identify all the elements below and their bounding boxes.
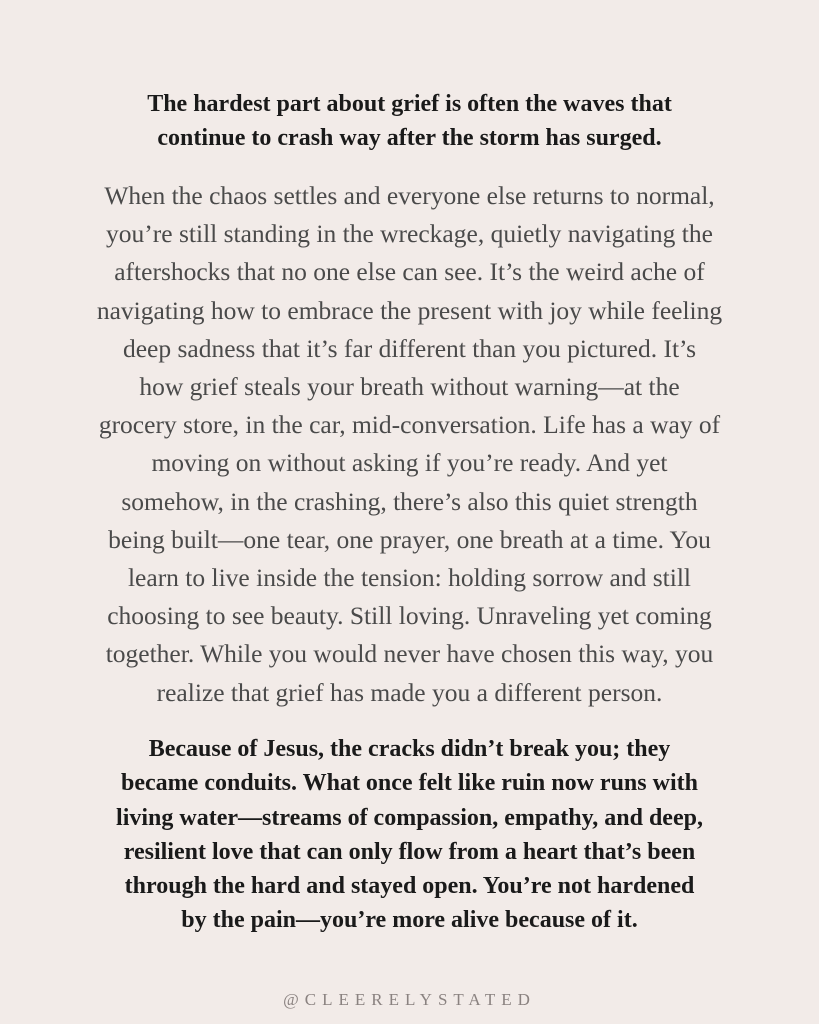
closing-line: by the pain—you’re more alive because of it.	[181, 907, 638, 934]
closing-line: became conduits. What once felt like ruin now runs with	[121, 770, 698, 797]
closing-line: through the hard and stayed open. You’re not hardened	[124, 873, 695, 900]
account-handle: @CLEERELYSTATED	[283, 990, 536, 1009]
closing-paragraph	[0, 732, 819, 938]
body-line: together. While you would never have chosen this way, you	[105, 639, 714, 669]
body-line: somehow, in the crashing, there’s also this quiet strength	[121, 486, 698, 516]
body-line: realize that grief has made you a different person.	[156, 677, 663, 707]
body-line: navigating how to embrace the present with joy while feeling	[96, 295, 723, 325]
body-line: being built—one tear, one prayer, one breath at a time. You	[108, 524, 711, 554]
closing-line: living water—streams of compassion, empathy, and deep,	[116, 804, 703, 831]
body-line: choosing to see beauty. Still loving. Unraveling yet coming	[107, 601, 712, 631]
body-line: learn to live inside the tension: holding sorrow and still	[127, 563, 692, 593]
body-line: grocery store, in the car, mid-conversation. Life has a way of	[98, 410, 721, 440]
body-line: When the chaos settles and everyone else returns to normal,	[104, 181, 715, 210]
intro-line: continue to crash way after the storm has surged.	[157, 125, 662, 151]
body-line: how grief steals your breath without warning—at the	[139, 372, 680, 402]
closing-line: resilient love that can only flow from a heart that’s been	[123, 838, 696, 865]
closing-line: Because of Jesus, the cracks didn’t break you; they	[148, 736, 671, 762]
body-line: aftershocks that no one else can see. It’s the weird ache of	[114, 257, 705, 287]
body-line: you’re still standing in the wreckage, quietly navigating the	[106, 219, 713, 249]
body-line: moving on without asking if you’re ready. And yet	[151, 448, 668, 478]
intro-paragraph	[0, 87, 819, 155]
intro-line: The hardest part about grief is often the waves that	[147, 91, 672, 117]
body-line: deep sadness that it’s far different than you pictured. It’s	[122, 333, 697, 363]
body-paragraph	[0, 177, 819, 712]
